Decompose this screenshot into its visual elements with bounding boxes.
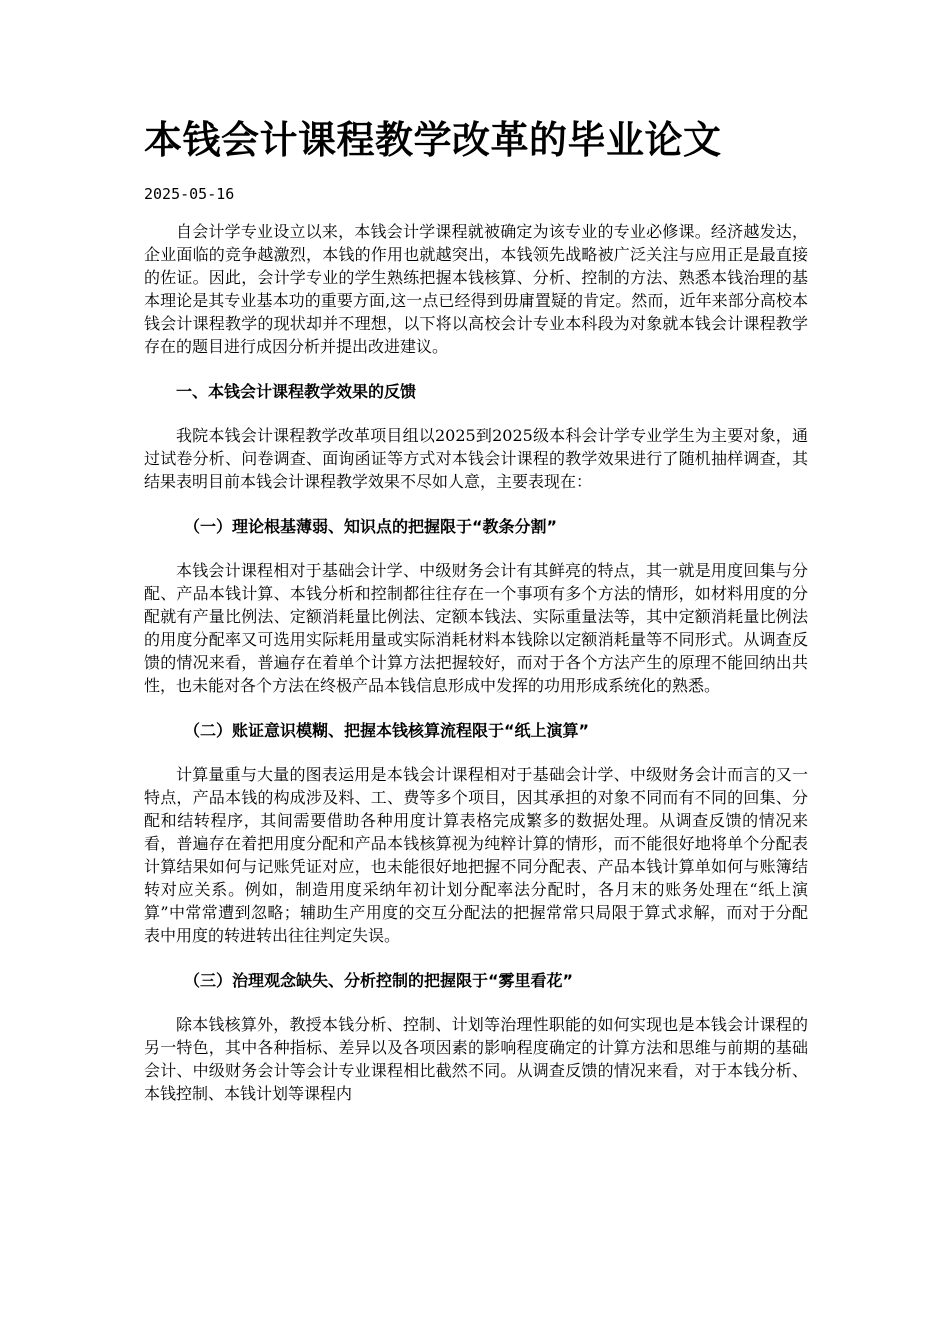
- subsection-heading-3: （三）治理观念缺失、分析控制的把握限于“雾里看花”: [184, 971, 574, 990]
- publish-date: 2025-05-16: [144, 185, 235, 203]
- subsection-heading-1: （一）理论根基薄弱、知识点的把握限于“教条分割”: [184, 517, 558, 536]
- document-page: [144, 112, 808, 1105]
- subsection-heading-2: （二）账证意识模糊、把握本钱核算流程限于“纸上演算”: [184, 721, 590, 740]
- section-1-paragraph: 我院本钱会计课程教学改革项目组以2025到2025级本科会计学专业学生为主要对象，通过试卷分析、问卷调查、面询函证等方式对本钱会计课程的教学效果进行了随机抽样调查，其结果表明目前本钱会计课程教学效果不尽如人意，主要表现在：: [144, 426, 808, 491]
- subsection-1-paragraph: 本钱会计课程相对于基础会计学、中级财务会计有其鲜亮的特点，其一就是用度回集与分配、产品本钱计算、本钱分析和控制都往往存在一个事项有多个方法的情形，如材料用度的分配就有产量比例法、定额消耗量比例法、定额本钱法、实际重量法等，其中定额消耗量比例法的用度分配率又可选用实际耗用量或实际消耗材料本钱除以定额消耗量等不同形式。从调查反馈的情况来看，普遍存在着单个计算方法把握较好，而对于各个方法产生的原理不能回纳出共性，也未能对各个方法在终极产品本钱信息形成中发挥的功用形成系统化的熟悉。: [144, 561, 808, 695]
- subsection-2-paragraph: 计算量重与大量的图表运用是本钱会计课程相对于基础会计学、中级财务会计而言的又一特点，产品本钱的构成涉及料、工、费等多个项目，因其承担的对象不同而有不同的回集、分配和结转程序，其间需要借助各种用度计算表格完成繁多的数据处理。从调查反馈的情况来看，普遍存在着把用度分配和产品本钱核算视为纯粹计算的情形，而不能很好地将单个分配表计算结果如何与记账凭证对应，也未能很好地把握不同分配表、产品本钱计算单如何与账簿结转对应关系。例如，制造用度采纳年初计划分配率法分配时，各月末的账务处理在“纸上演算”中常常遭到忽略；辅助生产用度的交互分配法的把握常常只局限于算式求解，而对于分配表中用度的转进转出往往判定失误。: [144, 765, 808, 945]
- subsection-3-paragraph: 除本钱核算外，教授本钱分析、控制、计划等治理性职能的如何实现也是本钱会计课程的另一特色，其中各种指标、差异以及各项因素的影响程度确定的计算方法和思维与前期的基础会计、中级财务会计等会计专业课程相比截然不同。从调查反馈的情况来看，对于本钱分析、本钱控制、本钱计划等课程内: [144, 1015, 808, 1103]
- section-heading-1: 一、本钱会计课程教学效果的反馈: [176, 382, 417, 401]
- intro-paragraph: 自会计学专业设立以来，本钱会计学课程就被确定为该专业的专业必修课。经济越发达，企业面临的竞争越激烈，本钱的作用也就越突出，本钱领先战略被广泛关注与应用正是最直接的佐证。因此，会计学专业的学生熟练把握本钱核算、分析、控制的方法、熟悉本钱治理的基本理论是其专业基本功的重要方面,这一点已经得到毋庸置疑的肯定。然而，近年来部分高校本钱会计课程教学的现状却并不理想，以下将以高校会计专业本科段为对象就本钱会计课程教学存在的题目进行成因分析并提出改进建议。: [144, 222, 808, 356]
- page-title: 本钱会计课程教学改革的毕业论文: [144, 118, 722, 162]
